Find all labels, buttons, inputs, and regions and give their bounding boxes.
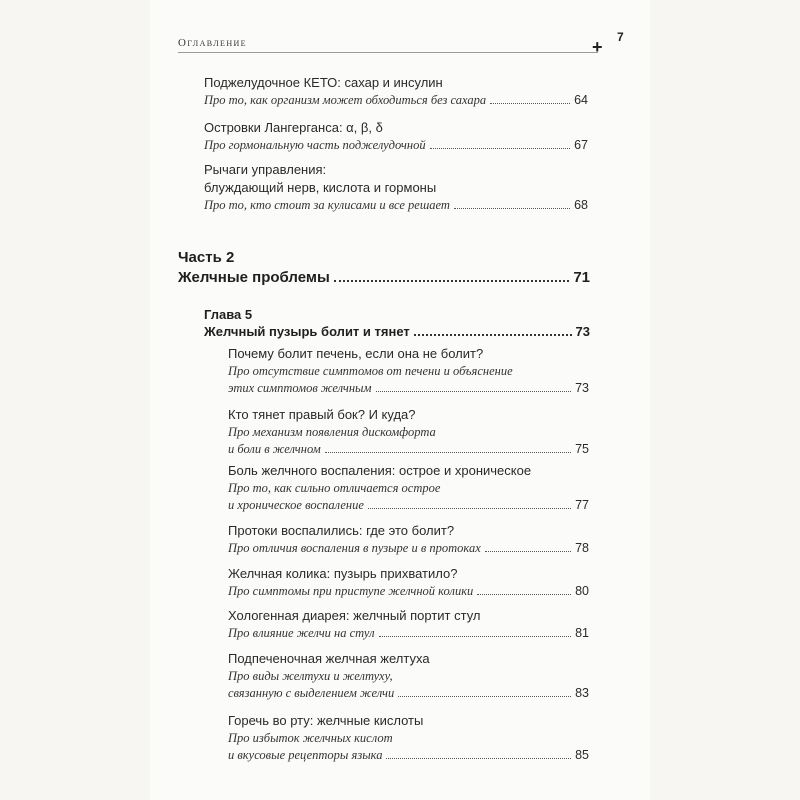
entry-title-line-2: блуждающий нерв, кислота и гормоны: [204, 180, 437, 195]
toc-entry[interactable]: [228, 406, 589, 458]
running-header: [178, 37, 598, 57]
entry-title: Подпеченочная желчная желтуха: [228, 651, 430, 666]
entry-description-line-2: и боли в желчном: [228, 442, 321, 456]
toc-entry[interactable]: [204, 119, 588, 154]
entry-page: 80: [575, 584, 589, 598]
dot-leader: [485, 551, 571, 552]
plus-mark-icon: +: [592, 37, 603, 57]
entry-title: Почему болит печень, если она не болит?: [228, 346, 484, 361]
part-label: Часть 2: [178, 249, 235, 266]
toc-entry[interactable]: [228, 565, 589, 600]
entry-title: Поджелудочное КЕТО: сахар и инсулин: [204, 75, 443, 90]
entry-page: 75: [575, 442, 589, 456]
dot-leader: [325, 452, 571, 453]
entry-description-line-2: и хроническое воспаление: [228, 498, 364, 512]
dot-leader: [398, 696, 571, 697]
chapter-page: 73: [575, 324, 590, 339]
toc-entry[interactable]: [228, 462, 589, 514]
entry-description: Про то, как организм может обходиться без сахара: [204, 93, 487, 107]
entry-description-line-2: связанную с выделением желчи: [228, 686, 395, 700]
entry-description: Про отличия воспаления в пузыре и в протоках: [228, 541, 481, 555]
dot-leader: [490, 103, 570, 104]
toc-entry[interactable]: [228, 712, 589, 764]
toc-chapter[interactable]: [204, 306, 590, 341]
entry-description: Про симптомы при приступе желчной колики: [228, 584, 474, 598]
dot-leader: [430, 148, 571, 149]
toc-entry[interactable]: [228, 607, 589, 642]
dot-leader: [454, 208, 570, 209]
entry-title: Островки Лангерганса: α, β, δ: [204, 120, 383, 135]
dot-leader: [334, 280, 570, 282]
part-page: 71: [573, 269, 590, 286]
entry-page: 64: [574, 93, 588, 107]
entry-description-line-2: этих симптомов желчным: [228, 381, 372, 395]
page-number: 7: [617, 30, 624, 44]
entry-page: 85: [575, 748, 589, 762]
toc-entry[interactable]: [228, 522, 589, 557]
toc-entry[interactable]: [204, 161, 588, 214]
toc-entry[interactable]: [228, 650, 589, 702]
chapter-label: Глава 5: [204, 307, 253, 322]
dot-leader: [368, 508, 571, 509]
header-rule: [178, 52, 598, 53]
part-title: Желчные проблемы: [178, 269, 330, 286]
entry-title: Горечь во рту: желчные кислоты: [228, 713, 424, 728]
entry-page: 81: [575, 626, 589, 640]
entry-description: Про влияние желчи на стул: [228, 626, 375, 640]
entry-title: Хологенная диарея: желчный портит стул: [228, 608, 481, 623]
dot-leader: [386, 758, 571, 759]
chapter-title: Желчный пузырь болит и тянет: [204, 324, 410, 339]
dot-leader: [376, 391, 572, 392]
entry-title: Рычаги управления:: [204, 162, 327, 177]
entry-description: Про то, кто стоит за кулисами и все решает: [204, 198, 450, 212]
entry-title: Желчная колика: пузырь прихватило?: [228, 566, 458, 581]
header-title: Оглавление: [178, 37, 247, 49]
entry-page: 77: [575, 498, 589, 512]
dot-leader: [379, 636, 572, 637]
entry-page: 67: [574, 138, 588, 152]
entry-description: Про то, как сильно отличается острое: [228, 481, 441, 495]
toc-entry[interactable]: [204, 74, 588, 109]
entry-description: Про механизм появления дискомфорта: [228, 425, 436, 439]
entry-description: Про гормональную часть поджелудочной: [204, 138, 426, 152]
toc-entry[interactable]: [228, 345, 589, 397]
entry-page: 73: [575, 381, 589, 395]
dot-leader: [414, 334, 572, 336]
entry-description: Про виды желтухи и желтуху,: [228, 669, 393, 683]
entry-title: Кто тянет правый бок? И куда?: [228, 407, 416, 422]
entry-page: 78: [575, 541, 589, 555]
entry-title: Протоки воспалились: где это болит?: [228, 523, 455, 538]
entry-description: Про отсутствие симптомов от печени и объяснение: [228, 364, 513, 378]
entry-description: Про избыток желчных кислот: [228, 731, 393, 745]
entry-title: Боль желчного воспаления: острое и хроническое: [228, 463, 532, 478]
entry-description-line-2: и вкусовые рецепторы языка: [228, 748, 383, 762]
toc-part[interactable]: [178, 248, 590, 288]
entry-page: 68: [574, 198, 588, 212]
dot-leader: [477, 594, 571, 595]
entry-page: 83: [575, 686, 589, 700]
